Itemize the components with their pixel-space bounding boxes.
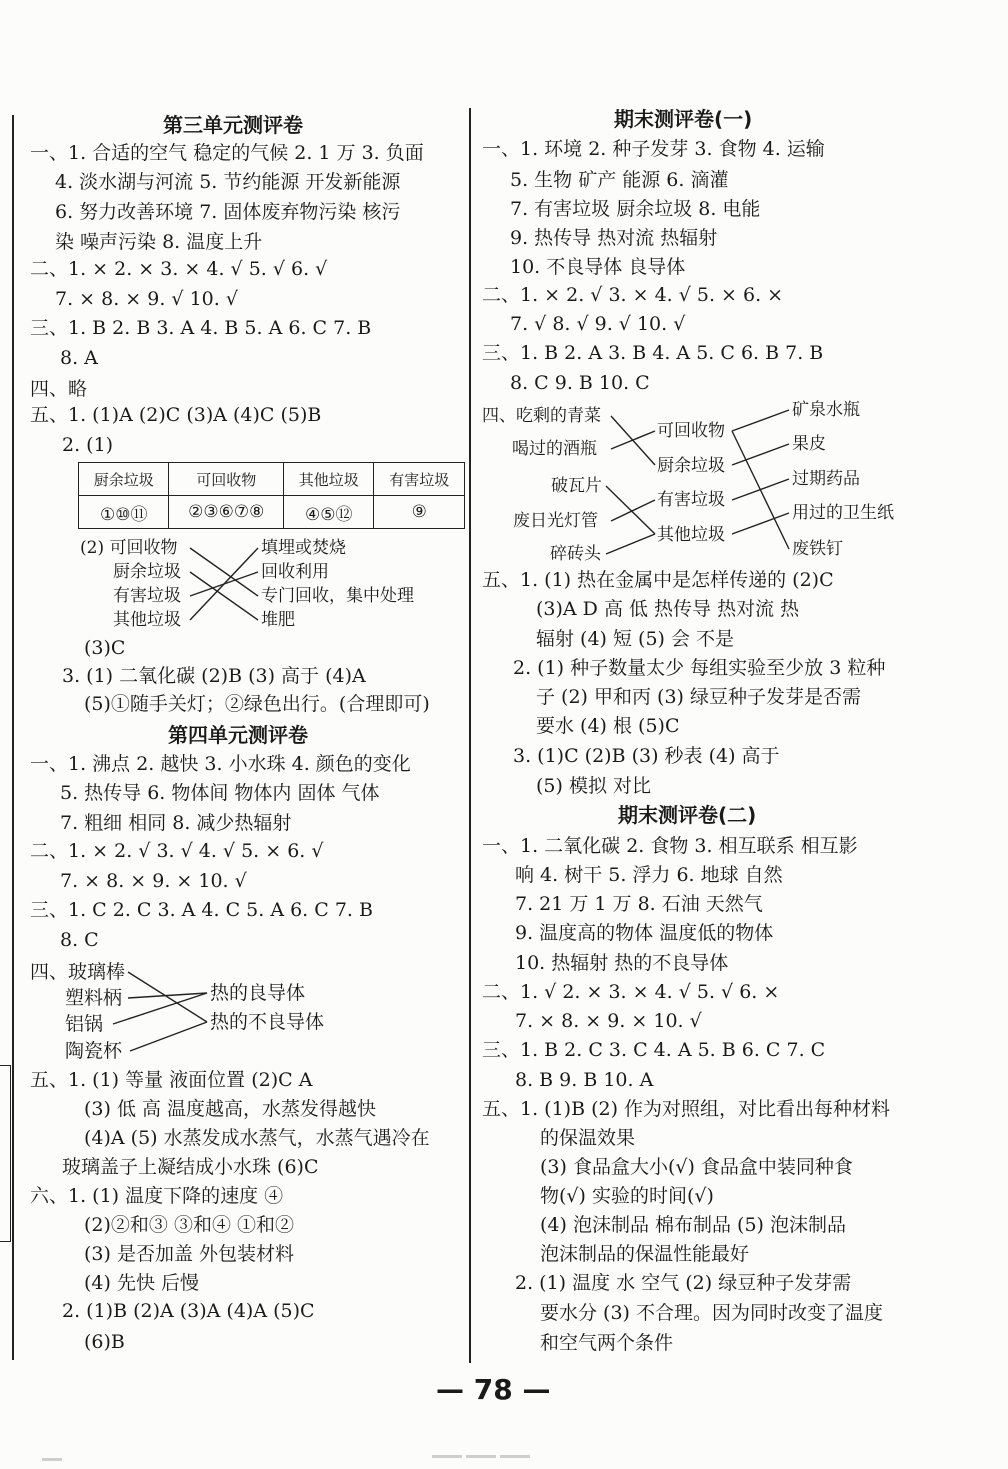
- text-line: (2)②和③ ③和④ ①和②: [84, 1214, 294, 1236]
- text-line: 7. √ 8. √ 9. √ 10. √: [510, 313, 686, 335]
- text-line: 7. × 8. × 9. √ 10. √: [55, 288, 238, 310]
- text-line: 二、1. × 2. √ 3. × 4. √ 5. × 6. ×: [482, 284, 784, 306]
- match-right-item: 用过的卫生纸: [792, 503, 894, 523]
- text-line: (3) 是否加盖 外包装材料: [84, 1243, 294, 1265]
- text-line: 8. A: [60, 347, 98, 369]
- text-line: 三、1. B 2. B 3. A 4. B 5. A 6. C 7. B: [30, 317, 372, 339]
- text-line: 子 (2) 甲和丙 (3) 绿豆种子发芽是否需: [536, 686, 861, 708]
- page-number: — 78 —: [436, 1373, 551, 1406]
- text-line: 要水分 (3) 不合理。因为同时改变了温度: [540, 1302, 883, 1324]
- footer-mark: [432, 1455, 462, 1458]
- match-left-item: 碎砖头: [550, 544, 601, 564]
- match-mid-item: 其他垃圾: [657, 525, 725, 545]
- connector-line: [130, 1022, 207, 1051]
- text-line: 7. 21 万 1 万 8. 石油 天然气: [515, 893, 763, 915]
- footer-mark: [466, 1455, 496, 1458]
- match-left-item: 废日光灯管: [513, 511, 598, 531]
- text-line: 物(√) 实验的时间(√): [540, 1185, 714, 1207]
- text-line: 五、1. (1) 等量 液面位置 (2)C A: [30, 1069, 313, 1091]
- text-line: 泡沫制品的保温性能最好: [540, 1243, 750, 1265]
- text-line: 二、1. × 2. × 3. × 4. √ 5. √ 6. √: [30, 258, 328, 280]
- text-line: 二、1. × 2. √ 3. √ 4. √ 5. × 6. √: [30, 840, 324, 862]
- text-line: 2. (1) 温度 水 空气 (2) 绿豆种子发芽需: [515, 1272, 852, 1294]
- match-left-item: 四、玻璃棒: [30, 961, 126, 983]
- match-left-item: (2) 可回收物: [80, 538, 178, 558]
- match-left-item: 塑料柄: [65, 987, 123, 1009]
- text-line: 7. 有害垃圾 厨余垃圾 8. 电能: [510, 198, 761, 220]
- connector-line: [113, 993, 207, 1024]
- final1-title: 期末测评卷(一): [614, 107, 753, 131]
- table-cell: ④⑤⑫: [283, 496, 373, 529]
- connector-line: [190, 572, 258, 620]
- table-cell: ⑨: [374, 496, 465, 529]
- text-line: 2. (1)B (2)A (3)A (4)A (5)C: [62, 1300, 315, 1322]
- text-line: 染 噪声污染 8. 温度上升: [55, 231, 263, 253]
- connector-line: [732, 410, 789, 431]
- footer-mark: [42, 1458, 62, 1461]
- text-line: 和空气两个条件: [540, 1332, 674, 1354]
- text-line: 10. 热辐射 热的不良导体: [515, 952, 729, 974]
- text-line: 三、1. B 2. C 3. C 4. A 5. B 6. C 7. C: [482, 1039, 826, 1061]
- text-line: 一、1. 环境 2. 种子发芽 3. 食物 4. 运输: [482, 138, 825, 160]
- text-line: 三、1. C 2. C 3. A 4. C 5. A 6. C 7. B: [30, 899, 373, 921]
- match-mid-item: 厨余垃圾: [657, 456, 725, 476]
- text-line: 响 4. 树干 5. 浮力 6. 地球 自然: [515, 864, 783, 886]
- table-cell: ②③⑥⑦⑧: [169, 496, 284, 529]
- text-line: 5. 热传导 6. 物体间 物体内 固体 气体: [60, 782, 380, 804]
- match-left-item: 破瓦片: [551, 476, 602, 496]
- match-mid-item: 有害垃圾: [657, 490, 725, 510]
- text-line: 4. 淡水湖与河流 5. 节约能源 开发新能源: [55, 171, 401, 193]
- connector-line: [606, 486, 655, 534]
- table-header: 有害垃圾: [374, 463, 465, 496]
- connector-line: [606, 534, 655, 554]
- match-right-item: 热的良导体: [210, 982, 306, 1004]
- match-right-item: 废铁钉: [792, 539, 843, 559]
- text-line: (5) 模拟 对比: [536, 775, 651, 797]
- text-line: (3) 低 高 温度越高，水蒸发得越快: [84, 1098, 377, 1120]
- match-right-item: 专门回收，集中处理: [261, 586, 414, 606]
- match-left-item: 有害垃圾: [113, 586, 181, 606]
- text-line: 二、1. √ 2. × 3. × 4. √ 5. √ 6. ×: [482, 981, 780, 1003]
- text-line: 6. 努力改善环境 7. 固体废弃物污染 核污: [55, 201, 401, 223]
- connector-line: [611, 431, 655, 449]
- match-right-item: 堆肥: [261, 610, 295, 630]
- text-line: 一、1. 沸点 2. 越快 3. 小水珠 4. 颜色的变化: [30, 753, 411, 775]
- text-line: (4) 泡沫制品 棉布制品 (5) 泡沫制品: [540, 1214, 846, 1236]
- text-line: 8. C 9. B 10. C: [510, 372, 650, 394]
- text-line: 五、1. (1) 热在金属中是怎样传递的 (2)C: [482, 569, 834, 591]
- match-mid-item: 可回收物: [657, 421, 725, 441]
- text-line: 玻璃盖子上凝结成小水珠 (6)C: [62, 1156, 319, 1178]
- table-header: 厨余垃圾: [79, 463, 169, 496]
- text-line: 五、1. (1)B (2) 作为对照组，对比看出每种材料: [482, 1098, 891, 1120]
- match-left-item: 四、吃剩的青菜: [482, 406, 601, 426]
- match-left-item: 厨余垃圾: [113, 562, 181, 582]
- text-line: 9. 热传导 热对流 热辐射: [510, 227, 718, 249]
- match-left-item: 喝过的酒瓶: [512, 439, 597, 459]
- text-line: (3) 食品盒大小(√) 食品盒中装同种食: [540, 1156, 853, 1178]
- text-line: 3. (1) 二氧化碳 (2)B (3) 高于 (4)A: [62, 665, 366, 687]
- match-right-item: 回收利用: [261, 562, 329, 582]
- text-line: 的保温效果: [540, 1127, 636, 1149]
- text-line: 2. (1) 种子数量太少 每组实验至少放 3 粒种: [513, 657, 886, 679]
- unit4-title: 第四单元测评卷: [168, 723, 308, 747]
- text-line: 五、1. (1)A (2)C (3)A (4)C (5)B: [30, 404, 322, 426]
- connector-line: [611, 500, 655, 521]
- unit3-title: 第三单元测评卷: [163, 113, 303, 137]
- text-line: 四、略: [30, 378, 88, 400]
- text-line: (4) 先快 后慢: [84, 1272, 199, 1294]
- text-line: (3)A D 高 低 热传导 热对流 热: [536, 598, 800, 620]
- text-line: 要水 (4) 根 (5)C: [536, 715, 680, 737]
- table-header: 可回收物: [169, 463, 284, 496]
- match-left-item: 其他垃圾: [113, 610, 181, 630]
- match-left-item: 陶瓷杯: [65, 1040, 123, 1062]
- connector-line: [190, 548, 258, 596]
- text-line: 三、1. B 2. A 3. B 4. A 5. C 6. B 7. B: [482, 342, 824, 364]
- text-line: 2. (1): [62, 434, 114, 456]
- text-line: 7. 粗细 相同 8. 减少热辐射: [60, 812, 292, 834]
- text-line: 5. 生物 矿产 能源 6. 滴灌: [510, 169, 729, 191]
- text-line: 7. × 8. × 9. × 10. √: [60, 870, 247, 892]
- text-line: 六、1. (1) 温度下降的速度 ④: [30, 1185, 284, 1207]
- text-line: 7. × 8. × 9. × 10. √: [515, 1010, 702, 1032]
- text-line: 一、1. 二氧化碳 2. 食物 3. 相互联系 相互影: [482, 835, 858, 857]
- text-line: 8. B 9. B 10. A: [515, 1069, 654, 1091]
- text-line: 一、1. 合适的空气 稳定的气候 2. 1 万 3. 负面: [30, 142, 424, 164]
- text-line: (3)C: [84, 637, 126, 659]
- table-cell: ①⑩⑪: [79, 496, 169, 529]
- text-line: (6)B: [84, 1331, 125, 1353]
- match-left-item: 铝锅: [65, 1013, 104, 1035]
- match-right-item: 热的不良导体: [210, 1011, 325, 1033]
- match-right-item: 过期药品: [792, 469, 860, 489]
- final2-title: 期末测评卷(二): [618, 803, 757, 827]
- connector-line: [190, 548, 258, 620]
- text-line: 3. (1)C (2)B (3) 秒表 (4) 高于: [513, 745, 780, 767]
- text-line: (4)A (5) 水蒸发成水蒸气，水蒸气遇冷在: [84, 1127, 430, 1149]
- text-line: 9. 温度高的物体 温度低的物体: [515, 922, 774, 944]
- text-line: 10. 不良导体 良导体: [510, 256, 686, 278]
- match-right-item: 果皮: [792, 434, 826, 454]
- match-right-item: 矿泉水瓶: [792, 400, 860, 420]
- page-number-value: 78: [473, 1373, 513, 1406]
- match-right-item: 填埋或焚烧: [261, 538, 346, 558]
- footer-mark: [500, 1455, 530, 1458]
- table-header: 其他垃圾: [283, 463, 373, 496]
- text-line: (5)①随手关灯；②绿色出行。(合理即可): [84, 693, 430, 715]
- text-line: 辐射 (4) 短 (5) 会 不是: [536, 628, 735, 650]
- text-line: 8. C: [60, 929, 99, 951]
